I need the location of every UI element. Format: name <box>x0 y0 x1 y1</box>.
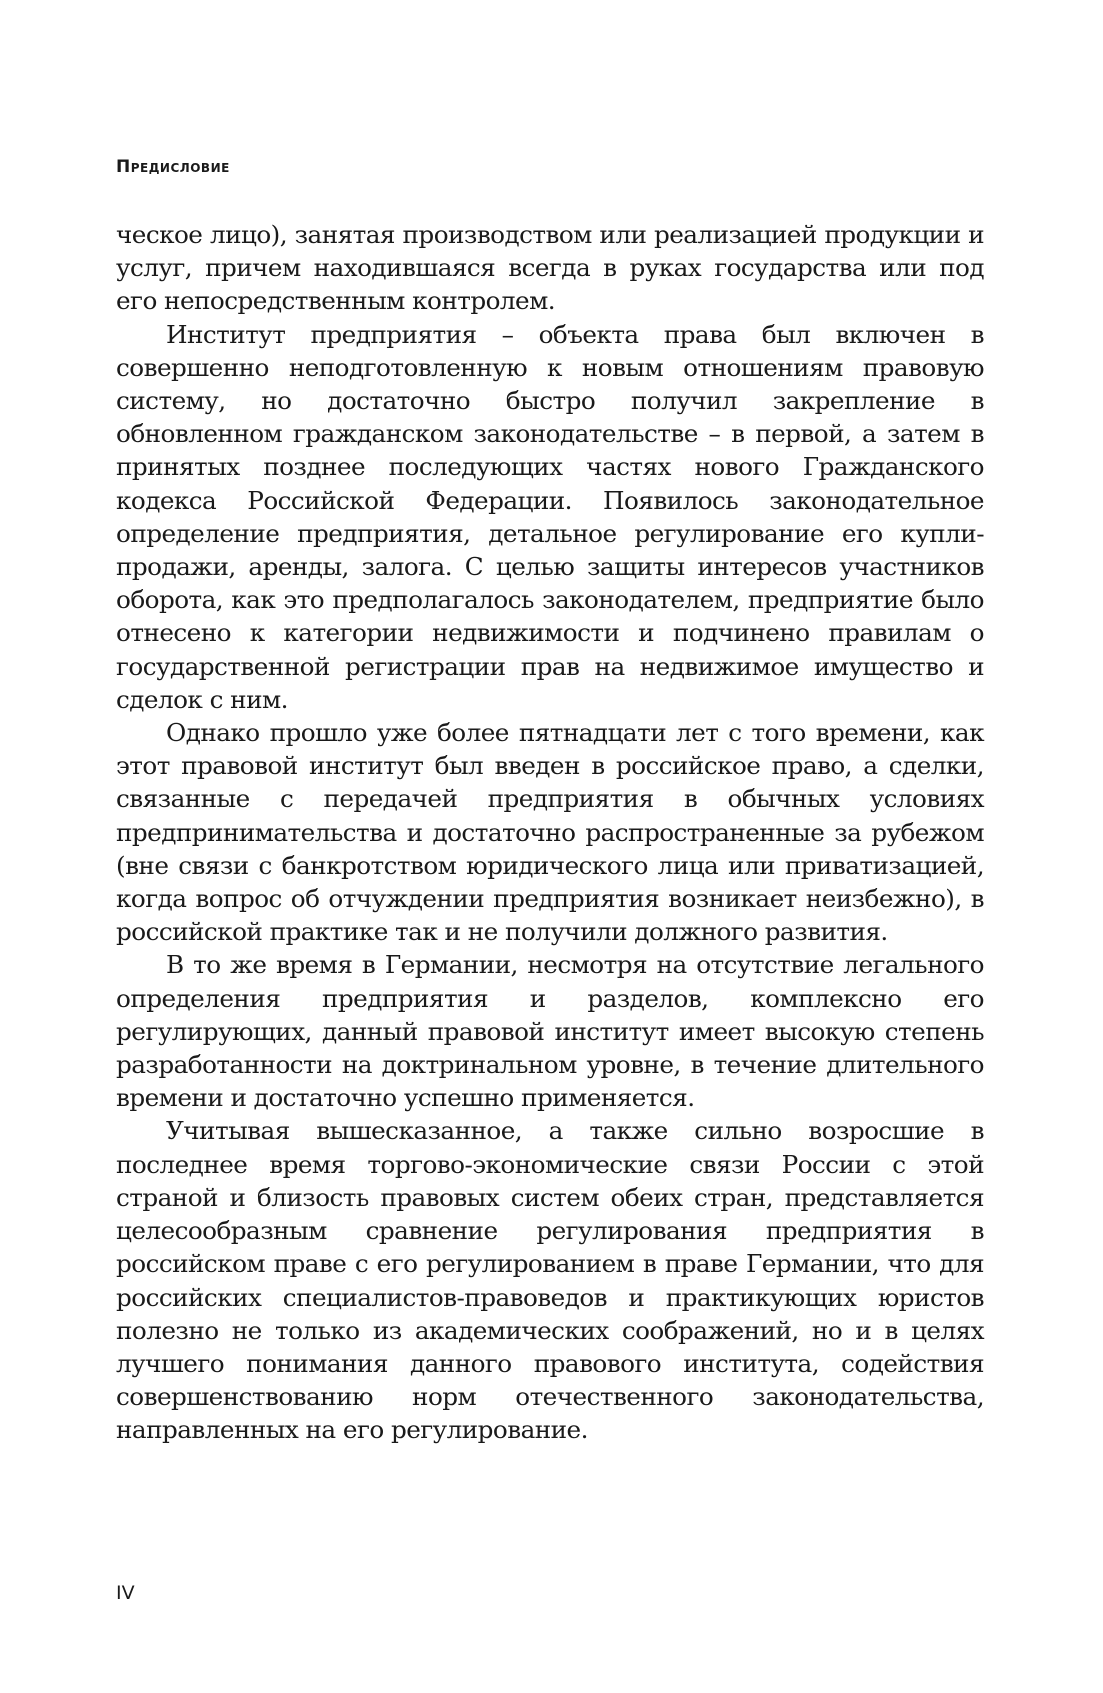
paragraph-fifteen-years: Однако прошло уже более пятнадцати лет с того времени, как этот правовой институт был введен в российское право, а сделки, связанные с передачей предприятия в обычных условиях предпринимательства и достаточно распространенные за рубежом (вне связи с банкротством юридического лица или приватизацией, когда вопрос об отчуждении предприятия возникает неизбежно), в российской практике так и не получили должного развития. <box>116 718 984 947</box>
paragraph-enterprise-institute: Институт предприятия – объекта права был включен в совершенно неподготовленную к новым отношениям правовую систему, но достаточно быстро получил закрепление в обновленном гражданском законодательстве – в первой, а затем в принятых позднее последующих частях нового Гражданского кодекса Российской Федерации. Появилось законодательное определение предприятия, детальное регулирование его купли-продажи, аренды, залога. С целью защиты интересов участников оборота, как это предполагалось законодателем, предприятие было отнесено к категории недвижимости и подчинено правилам о государственной регистрации прав на недвижимое имущество и сделок с ним. <box>116 319 984 714</box>
paragraph-germany: В то же время в Германии, несмотря на отсутствие легального определения предприятия и разделов, комплексно его регулирующих, данный правовой институт имеет высокую степень разработанности на доктринальном уровне, в течение длительного времени и достаточно успешно применяется. <box>116 950 984 1113</box>
running-head: Предисловие <box>116 157 230 177</box>
body-text <box>116 218 984 1447</box>
paragraph-conclusion: Учитывая вышесказанное, а также сильно возросшие в последнее время торгово-экономические связи России с этой страной и близость правовых систем обеих стран, представляется целесообразным сравнение регулирования предприятия в российском праве с его регулированием в праве Германии, что для российских специалистов-правоведов и практикующих юристов полезно не только из академических соображений, но и в целях лучшего понимания данного правового института, содействия совершенствованию норм отечественного законодательства, направленных на его регулирование. <box>116 1116 984 1445</box>
page-number: IV <box>116 1582 135 1604</box>
paragraph-continued: ческое лицо), занятая производством или реализацией продукции и услуг, причем находившаяся всегда в руках государства или под его непосредственным контролем. <box>116 220 984 316</box>
